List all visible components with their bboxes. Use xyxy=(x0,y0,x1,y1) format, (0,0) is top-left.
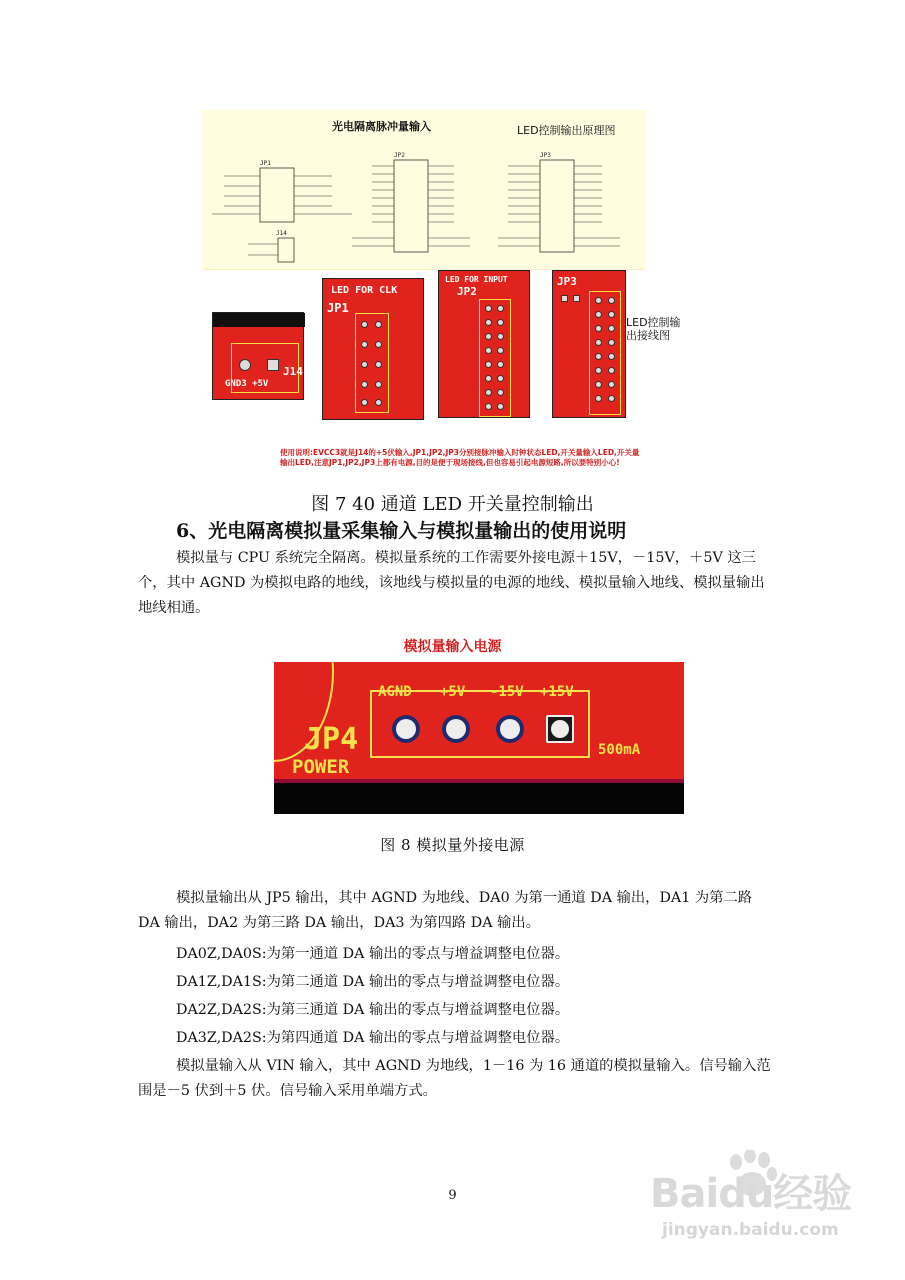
pad-agnd xyxy=(392,715,420,743)
pin-label-minus15v: -15V xyxy=(490,684,524,700)
figure-7-caption: 图 7 40 通道 LED 开关量控制输出 xyxy=(311,494,594,515)
line-da1: DA1Z,DA1S:为第二通道 DA 输出的零点与增益调整电位器。 xyxy=(176,974,570,990)
usage-note: 使用说明:EVCC3就是J14的+5伏输入,JP1,JP2,JP3分别接脉冲输入时钟状态LED,开关量输入LED,开关量输出LED,注意JP1,JP2,JP3上都有电源,目的是便于现场接线,但也容易引起电源短路,所以要特别小心! xyxy=(280,448,640,467)
power-label: POWER xyxy=(292,756,350,778)
jp3-label: JP3 xyxy=(557,275,577,288)
schematic-drawing xyxy=(202,110,646,270)
figure-8-caption: 图 8 模拟量外接电源 xyxy=(380,836,525,854)
figure-7 xyxy=(202,110,681,467)
connector-j14-label: J14 xyxy=(276,230,287,237)
schematic-diagram xyxy=(202,110,646,270)
section-heading: 6、光电隔离模拟量采集输入与模拟量输出的使用说明 xyxy=(176,520,627,542)
pcb-j14 xyxy=(212,312,304,400)
line-da3: DA3Z,DA2S:为第四通道 DA 输出的零点与增益调整电位器。 xyxy=(176,1030,570,1046)
pin-label-plus15v: +15V xyxy=(540,684,574,700)
jp1-header: LED FOR CLK xyxy=(331,285,398,296)
paragraph-analog-output: 模拟量输出从 JP5 输出，其中 AGND 为地线、DA0 为第一通道 DA 输出，DA1 为第二路 DA 输出，DA2 为第三路 DA 输出，DA3 为第四路 DA 输出。 xyxy=(138,890,753,931)
pad-minus15v xyxy=(496,715,524,743)
pcb-jp2 xyxy=(438,270,530,418)
paragraph-analog-isolation: 模拟量与 CPU 系统完全隔离。模拟量系统的工作需要外接电源＋15V，－15V，＋5V 这三个，其中 AGND 为模拟电路的地线，该地线与模拟量的电源的地线、模拟量输入地线、模拟量输出地线相通。 xyxy=(138,550,765,616)
j14-pin-labels: GND3 +5V xyxy=(225,379,269,389)
line-da0: DA0Z,DA0S:为第一通道 DA 输出的零点与增益调整电位器。 xyxy=(176,946,570,962)
pcb-jp1 xyxy=(322,278,424,420)
page-number: 9 xyxy=(448,1188,457,1203)
pcb-jp3 xyxy=(552,270,626,418)
connector-jp1-label: JP1 xyxy=(260,160,271,167)
led-output-wiring-label: LED控制输出接线图 xyxy=(626,316,681,342)
jp4-label: JP4 xyxy=(304,722,359,757)
jp2-label: JP2 xyxy=(457,285,477,298)
schematic-title-pulse-input: 光电隔离脉冲量输入 xyxy=(332,120,431,133)
baidu-watermark xyxy=(650,1150,860,1270)
jp1-label: JP1 xyxy=(327,301,349,315)
j14-label: J14 xyxy=(283,365,303,378)
schematic-title-led-output: LED控制输出原理图 xyxy=(517,124,616,137)
pad-plus5v xyxy=(442,715,470,743)
current-rating: 500mA xyxy=(598,742,641,758)
watermark-url: jingyan.baidu.com xyxy=(662,1220,839,1240)
pad-plus15v xyxy=(546,715,574,743)
pin-label-agnd: AGND xyxy=(378,684,412,700)
pin-label-plus5v: +5V xyxy=(440,684,466,700)
jp2-header: LED FOR INPUT xyxy=(445,275,508,284)
watermark-logo: Baidu经验 xyxy=(650,1171,852,1217)
figure-8-title: 模拟量输入电源 xyxy=(403,639,502,655)
line-da2: DA2Z,DA2S:为第三通道 DA 输出的零点与增益调整电位器。 xyxy=(176,1002,570,1018)
connector-jp3-label: JP3 xyxy=(540,152,551,159)
connector-jp2-label: JP2 xyxy=(394,152,405,159)
figure-8-pcb xyxy=(274,662,684,814)
paragraph-analog-input: 模拟量输入从 VIN 输入，其中 AGND 为地线，1－16 为 16 通道的模拟量输入。信号输入范围是－5 伏到＋5 伏。信号输入采用单端方式。 xyxy=(138,1058,771,1099)
